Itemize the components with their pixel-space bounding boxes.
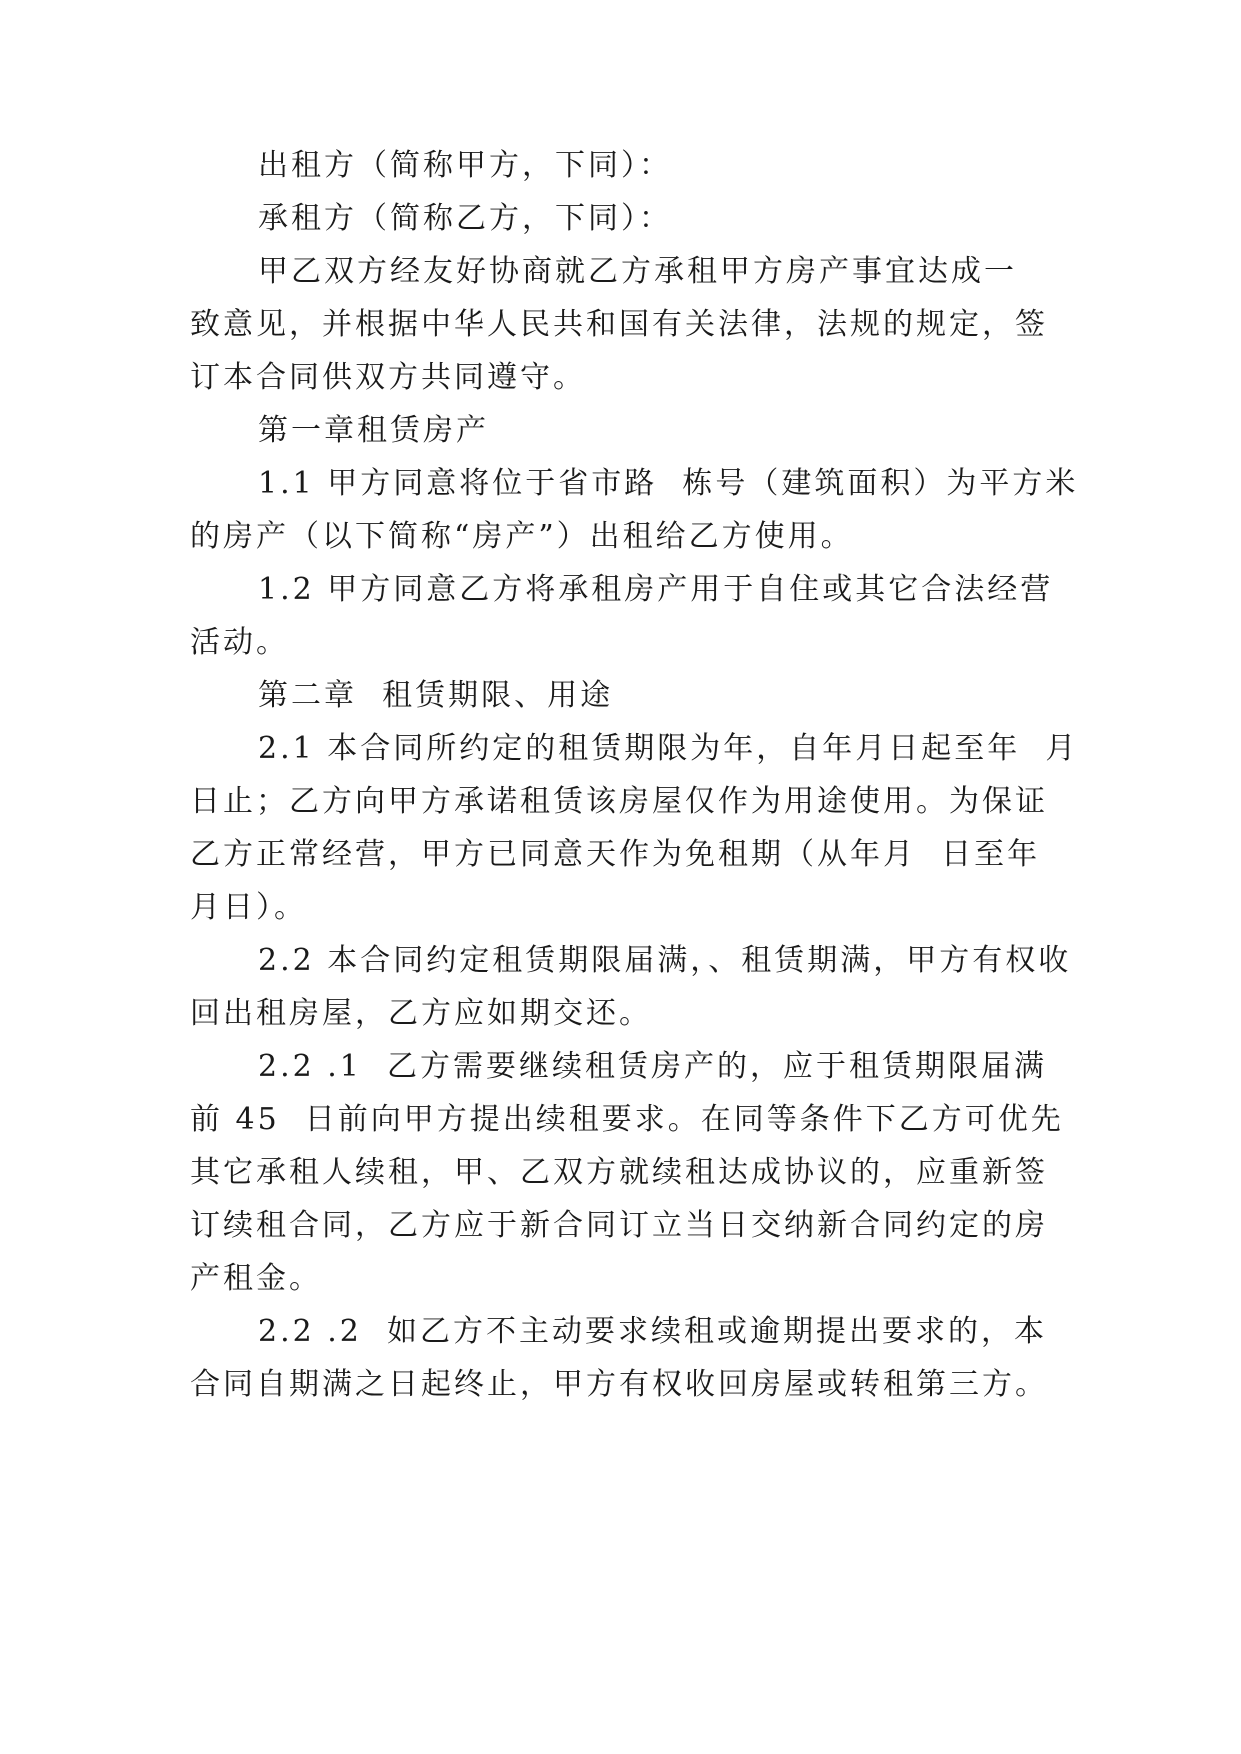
preamble-line: 甲乙双方经友好协商就乙方承租甲方房产事宜达成一 xyxy=(258,254,1017,289)
clause-2-1-line: 乙方正常经营，甲方已同意天作为免租期（从年月 日至年 xyxy=(190,837,1041,872)
clause-1-1-line: 1.1 甲方同意将位于省市路 栋号（建筑面积）为平方米 xyxy=(258,466,1079,501)
clause-1-1-line: 的房产（以下简称“房产”）出租给乙方使用。 xyxy=(190,519,854,554)
clause-2-2-1-line: 订续租合同，乙方应于新合同订立当日交纳新合同约定的房 xyxy=(190,1208,1048,1243)
lessee-line: 承租方（简称乙方，下同）： xyxy=(258,201,672,236)
clause-2-2-1-line: 前 45 日前向甲方提出续租要求。在同等条件下乙方可优先 xyxy=(190,1102,1064,1137)
clause-1-2-line: 活动。 xyxy=(190,625,289,660)
clause-2-2-1-line: 2.2 .1 乙方需要继续租赁房产的，应于租赁期限届满 xyxy=(258,1049,1047,1084)
clause-2-2-1-line: 其它承租人续租，甲、乙双方就续租达成协议的，应重新签 xyxy=(190,1155,1048,1190)
chapter-2-heading: 第二章 租赁期限、用途 xyxy=(258,678,614,713)
preamble-line: 致意见，并根据中华人民共和国有关法律，法规的规定，签 xyxy=(190,307,1048,342)
clause-2-2-1-line: 产租金。 xyxy=(190,1261,322,1296)
clause-2-1-line: 月日）。 xyxy=(190,890,307,925)
clause-1-2-line: 1.2 甲方同意乙方将承租房产用于自住或其它合法经营 xyxy=(258,572,1054,607)
clause-2-2-2-line: 合同自期满之日起终止，甲方有权收回房屋或转租第三方。 xyxy=(190,1367,1048,1402)
preamble-line: 订本合同供双方共同遵守。 xyxy=(190,360,586,395)
clause-2-1-line: 日止；乙方向甲方承诺租赁该房屋仅作为用途使用。为保证 xyxy=(190,784,1048,819)
clause-2-1-line: 2.1 本合同所约定的租赁期限为年，自年月日起至年 月 xyxy=(258,731,1079,766)
clause-2-2-line: 2.2 本合同约定租赁期限届满，、租赁期满，甲方有权收 xyxy=(258,943,1072,978)
chapter-1-heading: 第一章租赁房产 xyxy=(258,413,489,448)
clause-2-2-line: 回出租房屋，乙方应如期交还。 xyxy=(190,996,652,1031)
clause-2-2-2-line: 2.2 .2 如乙方不主动要求续租或逾期提出要求的，本 xyxy=(258,1314,1047,1349)
lessor-line: 出租方（简称甲方，下同）： xyxy=(258,148,672,183)
